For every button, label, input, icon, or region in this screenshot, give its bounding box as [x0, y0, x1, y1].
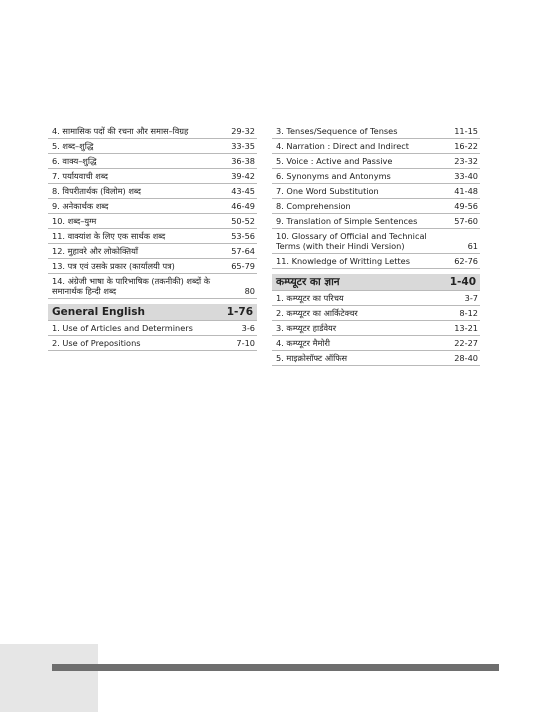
toc-entry	[272, 124, 480, 139]
toc-entry-pages: 33-35	[231, 141, 255, 151]
toc-entry-pages: 39-42	[231, 171, 255, 181]
toc-entry-pages: 43-45	[231, 186, 255, 196]
toc-entry	[48, 229, 257, 244]
toc-entry	[48, 169, 257, 184]
toc-entry-pages: 49-56	[454, 201, 478, 211]
toc-entry-pages: 80	[244, 286, 255, 296]
toc-entry-title: 13. पत्र एवं उसके प्रकार (कार्यालयी पत्र)	[52, 261, 175, 271]
toc-entry-title: 4. कम्प्यूटर मैमोरी	[276, 338, 330, 348]
toc-entry-pages: 50-52	[231, 216, 255, 226]
toc-entry	[48, 274, 257, 299]
toc-entry-pages: 61	[467, 241, 478, 251]
section-header-computer-knowledge	[272, 274, 480, 291]
toc-entry-title: 3. कम्प्यूटर हार्डवेयर	[276, 323, 337, 333]
footer-divider-bar	[52, 664, 499, 671]
toc-left-column	[48, 124, 257, 351]
toc-entry	[48, 154, 257, 169]
toc-entry	[272, 199, 480, 214]
toc-entry-title: 12. मुहावरे और लोकोक्तियाँ	[52, 246, 138, 256]
toc-entry	[272, 184, 480, 199]
toc-entry	[48, 139, 257, 154]
toc-entry	[48, 336, 257, 351]
toc-entry	[48, 244, 257, 259]
toc-entry	[48, 214, 257, 229]
toc-entry-pages: 29-32	[231, 126, 255, 136]
toc-entry	[272, 169, 480, 184]
toc-entry-title: 3. Tenses/Sequence of Tenses	[276, 126, 398, 136]
toc-entry-pages: 16-22	[454, 141, 478, 151]
toc-entry-pages: 7-10	[236, 338, 255, 348]
toc-entry-title: 9. Translation of Simple Sentences	[276, 216, 418, 226]
toc-entry-pages: 65-79	[231, 261, 255, 271]
toc-entry	[48, 199, 257, 214]
toc-entry	[272, 254, 480, 269]
toc-entry-title: 2. Use of Prepositions	[52, 338, 141, 348]
section-title: General English	[52, 306, 145, 318]
toc-entry	[48, 124, 257, 139]
toc-entry-title: 4. Narration : Direct and Indirect	[276, 141, 409, 151]
toc-entry-title: 14. अंग्रेजी भाषा के पारिभाषिक (तकनीकी) शब्दों के समानार्थक हिन्दी शब्द	[52, 276, 211, 296]
toc-entry	[48, 184, 257, 199]
toc-entry-pages: 36-38	[231, 156, 255, 166]
section-title: कम्प्यूटर का ज्ञान	[276, 276, 340, 288]
section-pages: 1-76	[226, 306, 253, 318]
toc-entry-pages: 8-12	[459, 308, 478, 318]
toc-entry-title: 6. Synonyms and Antonyms	[276, 171, 391, 181]
toc-entry-pages: 22-27	[454, 338, 478, 348]
section-pages: 1-40	[449, 276, 476, 288]
toc-entry-pages: 57-60	[454, 216, 478, 226]
toc-entry-pages: 33-40	[454, 171, 478, 181]
toc-entry-title: 11. वाक्यांश के लिए एक सार्थक शब्द	[52, 231, 166, 241]
toc-entry-pages: 3-6	[241, 323, 255, 333]
toc-entry-pages: 28-40	[454, 353, 478, 363]
toc-entry-title: 1. Use of Articles and Determiners	[52, 323, 193, 333]
toc-entry-title: 9. अनेकार्थक शब्द	[52, 201, 109, 211]
toc-entry-pages: 46-49	[231, 201, 255, 211]
toc-entry	[272, 336, 480, 351]
toc-entry-pages: 3-7	[464, 293, 478, 303]
toc-entry-title: 5. Voice : Active and Passive	[276, 156, 393, 166]
toc-entry-pages: 62-76	[454, 256, 478, 266]
toc-entry	[272, 321, 480, 336]
toc-entry-title: 10. शब्द–युग्म	[52, 216, 97, 226]
toc-entry-pages: 23-32	[454, 156, 478, 166]
toc-entry-title: 6. वाक्य–शुद्धि	[52, 156, 97, 166]
toc-entry-title: 10. Glossary of Official and Technical Terms (with their Hindi Version)	[276, 231, 427, 251]
toc-entry-pages: 57-64	[231, 246, 255, 256]
toc-right-column	[272, 124, 480, 366]
toc-entry-title: 2. कम्प्यूटर का आर्किटेक्चर	[276, 308, 358, 318]
toc-entry-title: 4. सामासिक पदों की रचना और समास–विग्रह	[52, 126, 189, 136]
toc-entry	[272, 351, 480, 366]
toc-entry-title: 11. Knowledge of Writting Lettes	[276, 256, 410, 266]
toc-entry-pages: 11-15	[454, 126, 478, 136]
toc-entry	[272, 154, 480, 169]
section-header-general-english	[48, 304, 257, 321]
toc-entry	[272, 229, 480, 254]
toc-entry-title: 1. कम्प्यूटर का परिचय	[276, 293, 344, 303]
toc-entry-title: 8. Comprehension	[276, 201, 351, 211]
toc-entry	[272, 306, 480, 321]
toc-entry-title: 5. माइक्रोसॉफ्ट ऑफिस	[276, 353, 348, 363]
toc-entry-pages: 41-48	[454, 186, 478, 196]
footer-corner-block	[0, 644, 98, 712]
toc-entry-title: 5. शब्द–शुद्धि	[52, 141, 94, 151]
toc-entry	[48, 259, 257, 274]
toc-entry-title: 7. पर्यायवाची शब्द	[52, 171, 108, 181]
toc-entry-pages: 13-21	[454, 323, 478, 333]
toc-entry	[272, 139, 480, 154]
toc-entry	[272, 214, 480, 229]
toc-entry-title: 7. One Word Substitution	[276, 186, 379, 196]
toc-entry	[272, 291, 480, 306]
toc-entry-title: 8. विपरीतार्थक (विलोम) शब्द	[52, 186, 141, 196]
toc-entry-pages: 53-56	[231, 231, 255, 241]
toc-entry	[48, 321, 257, 336]
